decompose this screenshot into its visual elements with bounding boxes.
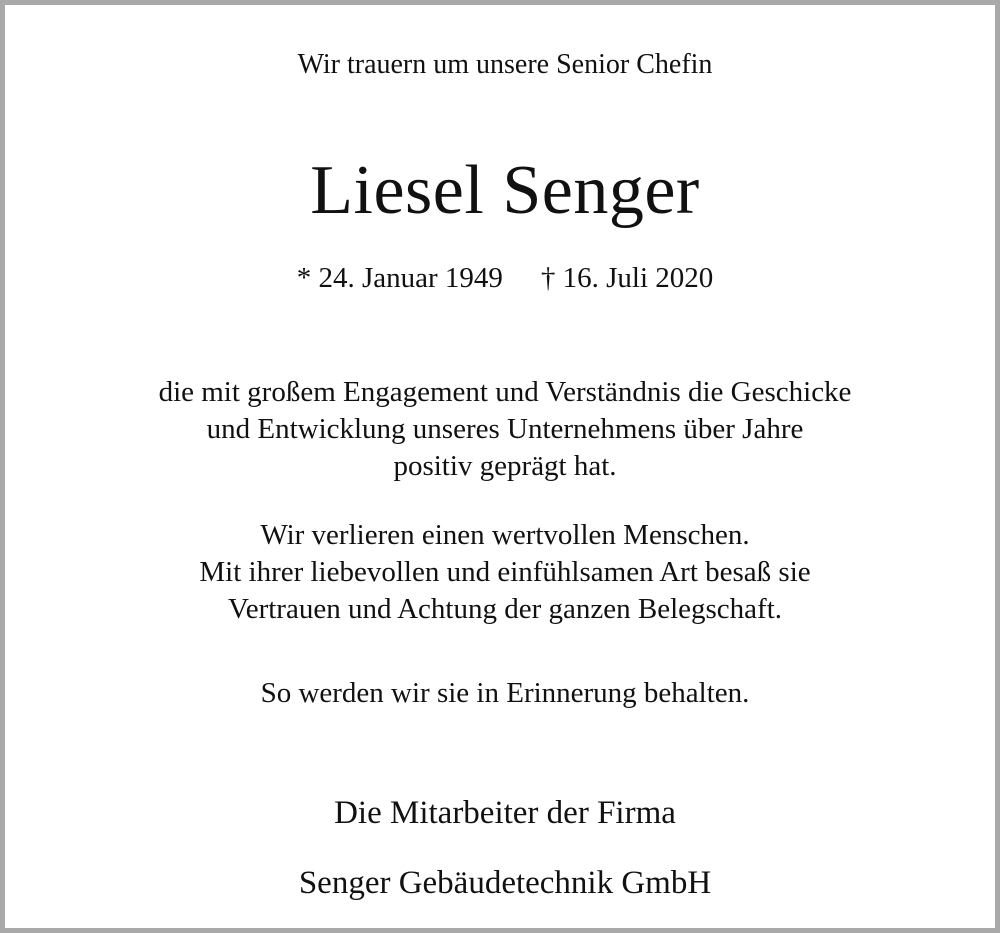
paragraph-line: und Entwicklung unseres Unternehmens über Jahre: [206, 413, 804, 445]
obituary-notice: [10, 10, 1000, 933]
paragraph-line: Mit ihrer liebevollen und einfühlsamen Art besaß sie: [199, 556, 811, 588]
intro-text: Wir trauern um unsere Senior Chefin: [297, 49, 713, 80]
paragraph-line: positiv geprägt hat.: [393, 450, 617, 482]
tribute-paragraph-3: [10, 675, 1000, 712]
death-date: † 16. Juli 2020: [540, 262, 714, 294]
deceased-name: Liesel Senger: [310, 152, 700, 229]
paragraph-line: Wir verlieren einen wertvollen Menschen.: [260, 519, 750, 551]
tribute-paragraph-2: [10, 517, 1000, 628]
signature-company: Senger Gebäudetechnik GmbH: [298, 865, 712, 901]
paragraph-line: Vertrauen und Achtung der ganzen Belegschaft.: [227, 593, 783, 625]
paragraph-line: die mit großem Engagement und Verständnis die Geschicke: [158, 376, 852, 408]
signature-line-1: Die Mitarbeiter der Firma: [334, 795, 676, 831]
paragraph-line: So werden wir sie in Erinnerung behalten.: [260, 677, 750, 709]
life-dates: [10, 264, 1000, 293]
birth-date: * 24. Januar 1949: [296, 262, 503, 294]
tribute-paragraph-1: [10, 374, 1000, 485]
